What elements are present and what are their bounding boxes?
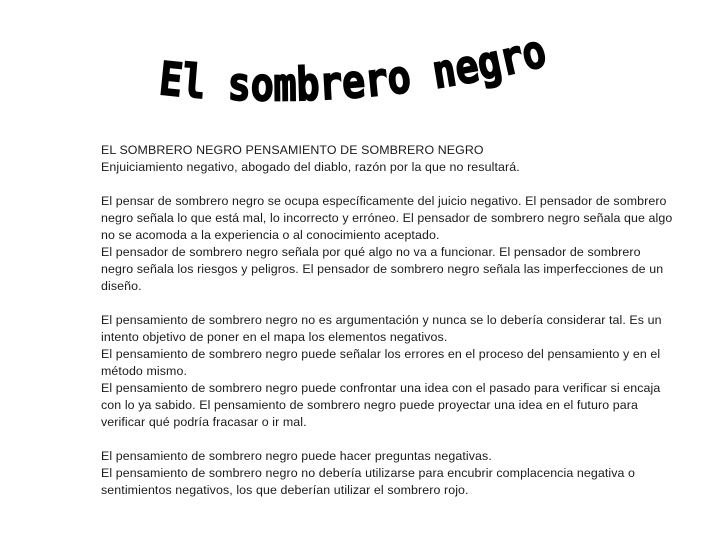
paragraph-1-sentence: El pensar de sombrero negro se ocupa específicamente del juicio negativo. El pensador de sombrero negro señala lo que está mal, lo incorrecto y erróneo. El pensador de sombrero negro señala que algo no se acomoda a la experiencia o al conocimiento aceptado. — [101, 194, 673, 242]
wordart-title-graphic — [150, 30, 560, 112]
wordart-title-textpath: El sombrero negro — [156, 30, 556, 112]
paragraph-1-sentence: El pensador de sombrero negro señala por qué algo no va a funcionar. El pensador de sombrero negro señala los riesgos y peligros. El pensador de sombrero negro señala las imperfecciones de un diseño. — [101, 245, 664, 293]
wordart-title — [150, 30, 560, 112]
paragraph-3-sentence: El pensamiento de sombrero negro no debería utilizarse para encubrir complacencia negativa o sentimientos negativos, los que deberían utilizar el sombrero rojo. — [101, 466, 636, 497]
body-text — [101, 142, 673, 499]
paragraph-gap — [101, 295, 673, 312]
paragraph-2-sentence: El pensamiento de sombrero negro puede señalar los errores en el proceso del pensamiento y en el método mismo. — [101, 347, 661, 378]
paragraph-3-sentence: El pensamiento de sombrero negro puede hacer preguntas negativas. — [101, 449, 492, 463]
paragraph-2-sentence: El pensamiento de sombrero negro no es argumentación y nunca se lo debería considerar tal. Es un intento objetivo de poner en el mapa los elementos negativos. — [101, 313, 662, 344]
heading-line: EL SOMBRERO NEGRO PENSAMIENTO DE SOMBRERO NEGRO — [101, 143, 484, 157]
wordart-title-text — [156, 30, 556, 112]
paragraph-gap — [101, 176, 673, 193]
subheading-line: Enjuiciamiento negativo, abogado del diablo, razón por la que no resultará. — [101, 160, 520, 174]
paragraph-gap — [101, 431, 673, 448]
paragraph-2-sentence: El pensamiento de sombrero negro puede confrontar una idea con el pasado para verificar si encaja con lo ya sabido. El pensamiento de sombrero negro puede proyectar una idea en el futuro para verificar qué podría fracasar o ir mal. — [101, 381, 661, 429]
